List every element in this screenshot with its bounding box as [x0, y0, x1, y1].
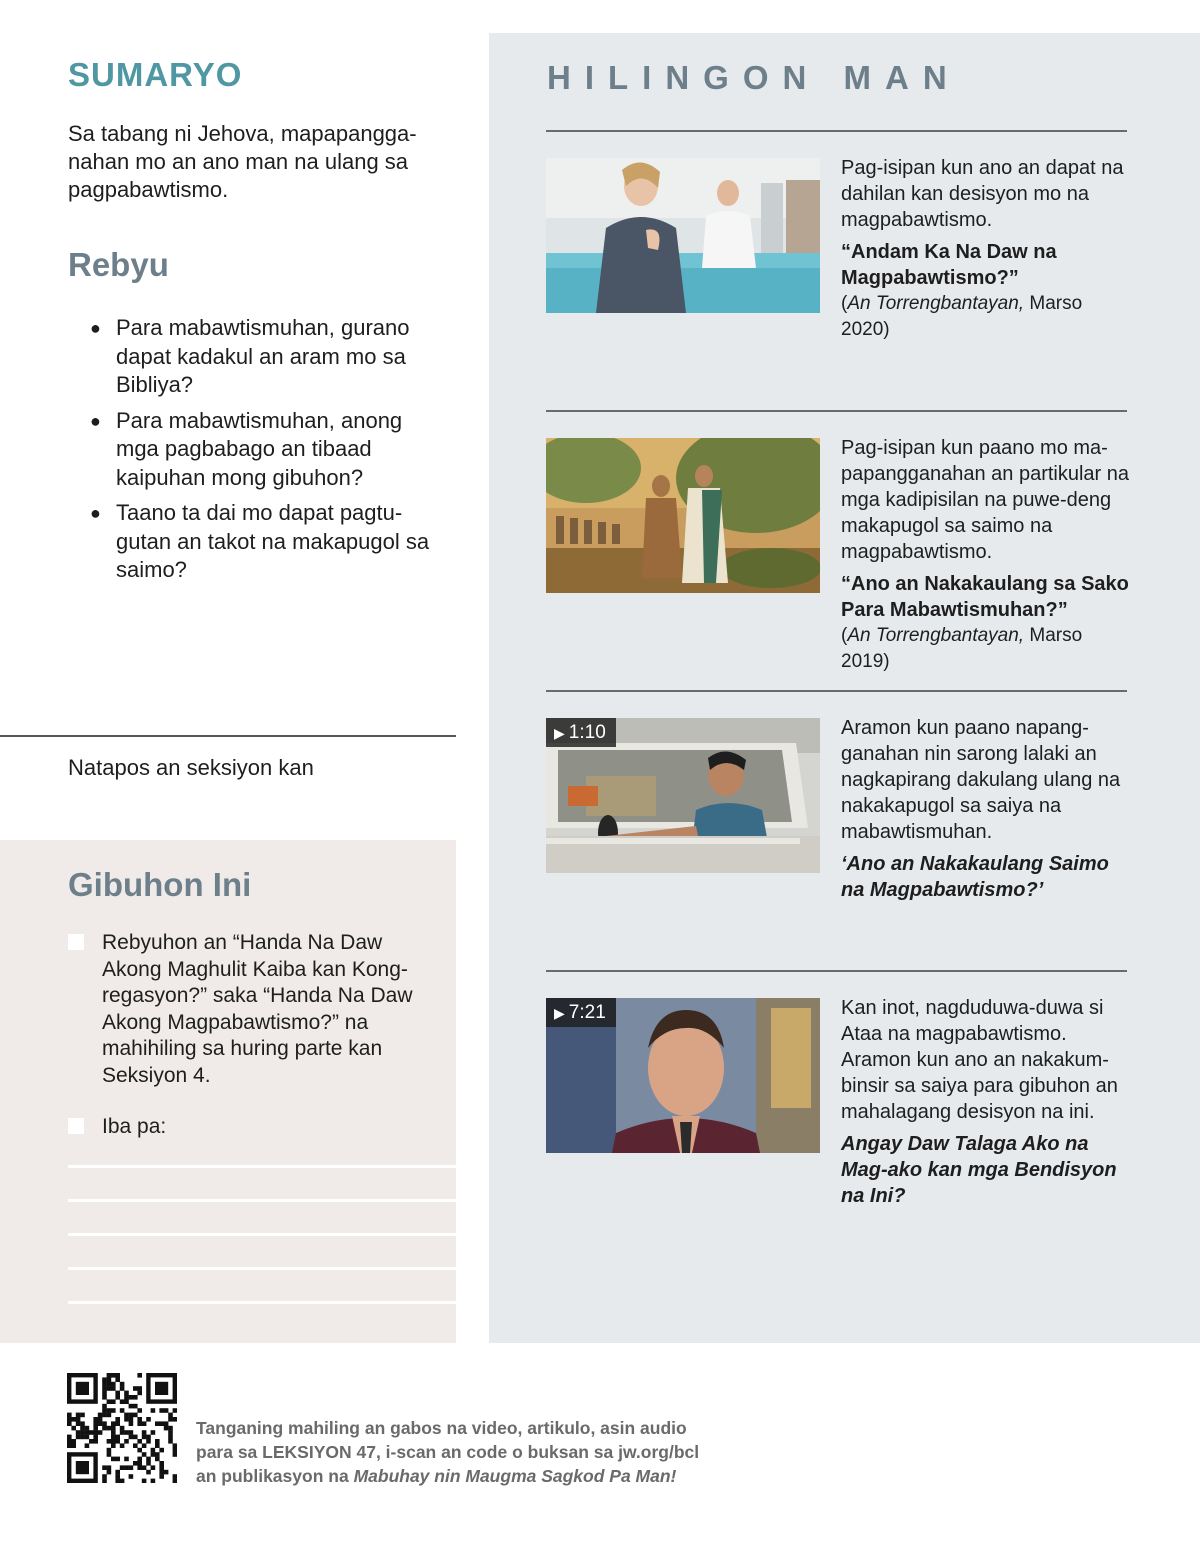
resource-text: [841, 995, 1131, 1209]
resource-link-title[interactable]: “Andam Ka Na Daw na Magpabawtismo?”: [841, 241, 1057, 289]
review-heading: Rebyu: [68, 246, 169, 283]
resource-source: (An Torrengbantayan, Marso 2020): [841, 293, 1083, 340]
play-icon: ▶: [554, 725, 565, 741]
resource-text: [841, 435, 1131, 675]
play-icon: ▶: [554, 1005, 565, 1021]
finished-divider: [0, 735, 456, 737]
review-question: ● Taano ta dai mo dapat pagtu-gutan an takot na makapugol sa saimo?: [90, 500, 430, 582]
left-column: [0, 0, 456, 1343]
resource-text: [841, 155, 1131, 343]
footer-note: [196, 1416, 756, 1488]
painting-image[interactable]: [546, 438, 820, 593]
footer-line: para sa LEKSIYON 47, i-scan an code o buksan sa jw.org/bcl: [196, 1442, 700, 1462]
resource-description: Pag-isipan kun paano mo ma-papangganahan an partikular na mga kadipisilan na puwe-deng makapugol sa saimo na magpabawtismo.: [841, 437, 1130, 563]
todo-heading: Gibuhon Ini: [68, 866, 252, 903]
footer-line: an publikasyon na Mabuhay nin Maugma Sagkod Pa Man!: [196, 1466, 677, 1486]
review-question-list: [90, 314, 440, 592]
resource-description: Aramon kun paano napang-ganahan nin sarong lalaki an nagkapirang dakulang ulang na nakakapugol sa saiya na mabawtismuhan.: [841, 717, 1121, 843]
more-resources-panel: [489, 33, 1200, 1343]
review-question: ● Para mabawtismuhan, gurano dapat kadakul an aram mo sa Bibliya?: [90, 315, 410, 397]
write-in-line[interactable]: [68, 1233, 456, 1236]
baptism-pool-image[interactable]: [546, 158, 820, 313]
summary-text: Sa tabang ni Jehova, mapapangga-nahan mo an ano man na ulang sa pagpabawtismo.: [68, 121, 417, 202]
qr-code[interactable]: [67, 1373, 177, 1483]
resource-description: Pag-isipan kun ano an dapat na dahilan kan desisyon mo na magpabawtismo.: [841, 157, 1124, 231]
resource-link-title[interactable]: ‘Ano an Nakakaulang Saimo na Magpabawtismo?’: [841, 853, 1109, 901]
todo-panel: [0, 840, 456, 1343]
bullet-icon: ●: [90, 503, 101, 523]
more-heading: HILINGON MAN: [547, 59, 961, 96]
review-question: ● Para mabawtismuhan, anong mga pagbabago an tibaad kaipuhan mong gibuhon?: [90, 407, 403, 490]
bullet-icon: ●: [90, 318, 101, 338]
write-in-line[interactable]: [68, 1165, 456, 1168]
write-in-line[interactable]: [68, 1199, 456, 1202]
video-duration-badge: ▶ 7:21: [546, 998, 616, 1027]
resource-description: Kan inot, nagduduwa-duwa si Ataa na magpabawtismo. Aramon kun ano an nakakum-binsir sa saiya para gibuhon an mahalagang desisyon na ini.: [841, 997, 1118, 1123]
resource-link-title[interactable]: Angay Daw Talaga Ako na Mag-ako kan mga Bendisyon na Ini?: [841, 1133, 1117, 1207]
resource-source: (An Torrengbantayan, Marso 2019): [841, 625, 1083, 672]
resource-link-title[interactable]: “Ano an Nakakaulang sa Sako Para Mabawtismuhan?”: [841, 573, 1129, 621]
checkbox[interactable]: [68, 934, 84, 950]
finished-section-label: Natapos an seksiyon kan: [68, 755, 314, 780]
footer-line: Tanganing mahiling an gabos na video, artikulo, asin audio: [196, 1418, 687, 1438]
item-divider: [546, 410, 1127, 412]
write-in-line[interactable]: [68, 1301, 456, 1304]
video-duration-badge: ▶ 1:10: [546, 718, 616, 747]
resource-text: [841, 715, 1131, 903]
summary-heading: SUMARYO: [68, 56, 243, 93]
write-in-line[interactable]: [68, 1267, 456, 1270]
item-divider: [546, 130, 1127, 132]
todo-item: Iba pa:: [68, 1114, 428, 1141]
video-thumbnail-interview[interactable]: [546, 998, 820, 1153]
item-divider: [546, 970, 1127, 972]
todo-item: Rebyuhon an “Handa Na Daw Akong Maghulit Kaiba kan Kong-regasyon?” saka “Handa Na Daw Akong Magpabawtismo?” na mahihiling sa huring parte kan Seksiyon 4.: [68, 930, 428, 1090]
checkbox[interactable]: [68, 1118, 84, 1134]
video-thumbnail-car[interactable]: [546, 718, 820, 873]
bullet-icon: ●: [90, 410, 101, 431]
publication-title: Mabuhay nin Maugma Sagkod Pa Man!: [353, 1466, 677, 1486]
item-divider: [546, 690, 1127, 692]
